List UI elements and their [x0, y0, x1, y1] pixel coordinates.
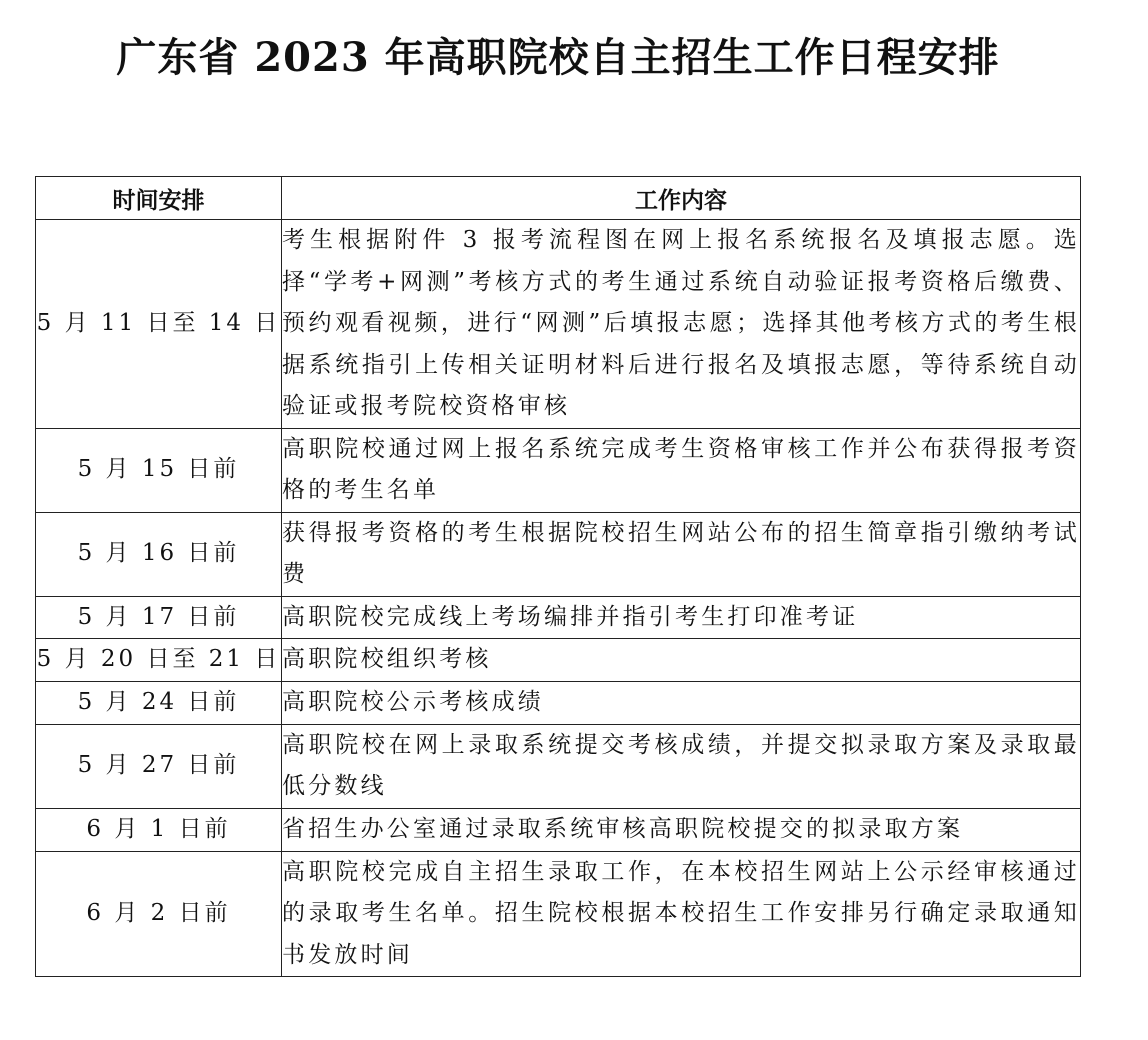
table-row [36, 512, 1081, 596]
row-time: 5 月 16 日前 [36, 512, 282, 596]
row-content: 高职院校通过网上报名系统完成考生资格审核工作并公布获得报考资格的考生名单 [282, 428, 1081, 512]
row-time: 5 月 24 日前 [36, 681, 282, 724]
row-content: 高职院校完成自主招生录取工作，在本校招生网站上公示经审核通过的录取考生名单。招生院校根据本校招生工作安排另行确定录取通知书发放时间 [282, 851, 1081, 977]
table-header-row [36, 177, 1081, 220]
row-time: 5 月 15 日前 [36, 428, 282, 512]
row-content: 获得报考资格的考生根据院校招生网站公布的招生简章指引缴纳考试费 [282, 512, 1081, 596]
row-time: 5 月 20 日至 21 日 [36, 639, 282, 682]
row-time: 6 月 1 日前 [36, 808, 282, 851]
table-row [36, 428, 1081, 512]
page-title: 广东省 2023 年高职院校自主招生工作日程安排 [116, 34, 1000, 81]
row-time: 5 月 11 日至 14 日 [36, 220, 282, 429]
table-row [36, 808, 1081, 851]
row-time: 6 月 2 日前 [36, 851, 282, 977]
table-row [36, 724, 1081, 808]
row-content: 考生根据附件 3 报考流程图在网上报名系统报名及填报志愿。选择“学考+网测”考核方式的考生通过系统自动验证报考资格后缴费、预约观看视频，进行“网测”后填报志愿；选择其他考核方式的考生根据系统指引上传相关证明材料后进行报名及填报志愿，等待系统自动验证或报考院校资格审核 [282, 220, 1081, 429]
row-content: 高职院校组织考核 [282, 639, 1081, 682]
row-content: 高职院校在网上录取系统提交考核成绩，并提交拟录取方案及录取最低分数线 [282, 724, 1081, 808]
row-content: 省招生办公室通过录取系统审核高职院校提交的拟录取方案 [282, 808, 1081, 851]
table-row [36, 851, 1081, 977]
table-row [36, 596, 1081, 639]
row-content: 高职院校公示考核成绩 [282, 681, 1081, 724]
table-row [36, 220, 1081, 429]
row-time: 5 月 17 日前 [36, 596, 282, 639]
row-content: 高职院校完成线上考场编排并指引考生打印准考证 [282, 596, 1081, 639]
schedule-table [35, 176, 1081, 977]
table-row [36, 681, 1081, 724]
row-time: 5 月 27 日前 [36, 724, 282, 808]
table-row [36, 639, 1081, 682]
header-content: 工作内容 [282, 177, 1081, 220]
header-time: 时间安排 [36, 177, 282, 220]
